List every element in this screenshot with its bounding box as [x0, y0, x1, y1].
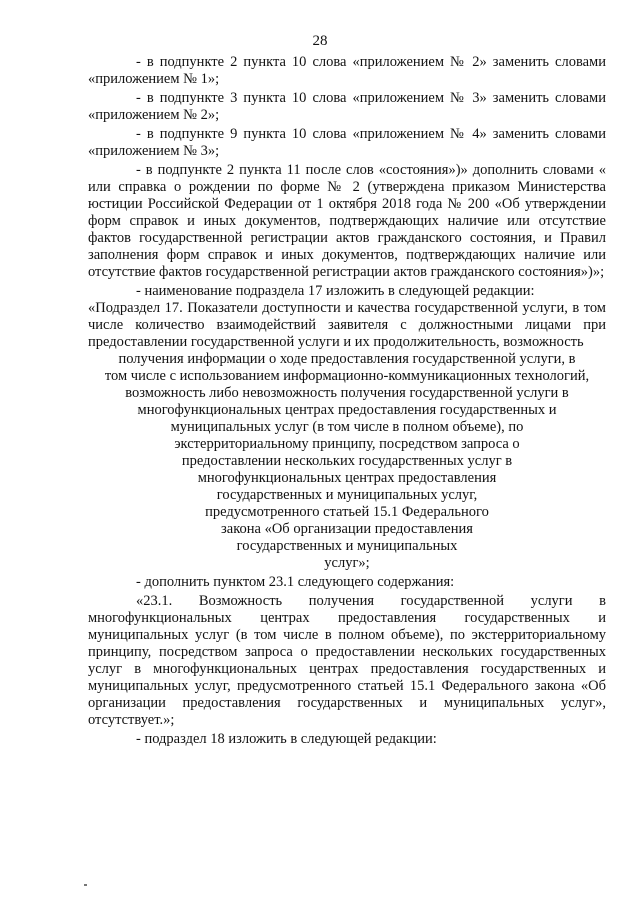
subsection-17-title-centered — [88, 351, 606, 572]
amendment-paragraph-6: - дополнить пунктом 23.1 следующего содержания: — [136, 574, 455, 590]
centered-line: том числе с использованием информационно-коммуникационных технологий, — [104, 368, 590, 384]
amendment-paragraph-1: - в подпункте 2 пункта 10 слова «приложением № 2» заменить словами «приложением № 1»; — [88, 54, 606, 87]
amendment-paragraph-3: - в подпункте 9 пункта 10 слова «приложением № 4» заменить словами «приложением № 3»; — [88, 126, 606, 159]
scan-artifact — [84, 884, 87, 886]
centered-line: многофункциональных центрах предоставления — [197, 470, 497, 486]
centered-line: муниципальных услуг (в том числе в полном объеме), по — [170, 419, 524, 435]
centered-line: экстерриториальному принципу, посредством запроса о — [174, 436, 520, 452]
amendment-paragraph-5: - наименование подраздела 17 изложить в следующей редакции: — [136, 283, 535, 299]
centered-line: предоставлении нескольких государственных услуг в — [181, 453, 513, 469]
centered-line: предусмотренного статьей 15.1 Федерального — [205, 504, 489, 520]
subsection-17-title-justified: «Подраздел 17. Показатели доступности и качества государственной услуги, в том числе количество взаимодействий заявителя с должностными лицами при предоставлении государственной услуги и их продолжительность, возможность — [88, 300, 606, 350]
centered-line: возможность либо невозможность получения государственной услуги в — [125, 385, 569, 401]
centered-line: государственных и муниципальных услуг, — [216, 487, 478, 503]
centered-line: получения информации о ходе предоставления государственной услуги, в — [118, 351, 576, 367]
document-body — [88, 54, 606, 748]
page-number: 28 — [312, 33, 328, 49]
centered-line: услуг»; — [324, 555, 370, 571]
amendment-paragraph-7: - подраздел 18 изложить в следующей редакции: — [136, 731, 437, 747]
amendment-paragraph-4: - в подпункте 2 пункта 11 после слов «состояния»)» дополнить словами « или справка о рождении по форме № 2 (утверждена приказом Министерства юстиции Российской Федерации от 1 октября 2018 года № 200 «Об утверждении форм справок и иных документов, подтверждающих наличие или отсутствие фактов государственной регистрации актов гражданского состояния, и Правил заполнения форм справок и иных документов, подтверждающих наличие или отсутствие фактов государственной регистрации актов гражданского состояния»)»; — [88, 162, 606, 280]
centered-line: многофункциональных центрах предоставления государственных и — [137, 402, 557, 418]
centered-line: государственных и муниципальных — [236, 538, 458, 554]
amendment-paragraph-2: - в подпункте 3 пункта 10 слова «приложением № 3» заменить словами «приложением № 2»; — [88, 90, 606, 123]
clause-23-1-text: «23.1. Возможность получения государственной услуги в многофункциональных центрах предоставления государственных и муниципальных услуг (в том числе в полном объеме), по экстерриториальному принципу, посредством запроса о предоставлении нескольких государственных услуг в многофункциональных центрах предоставления государственных и муниципальных услуг, предусмотренного статьей 15.1 Федерального закона «Об организации предоставления государственных и муниципальных услуг», отсутствует.»; — [88, 593, 606, 728]
centered-line: закона «Об организации предоставления — [221, 521, 473, 537]
